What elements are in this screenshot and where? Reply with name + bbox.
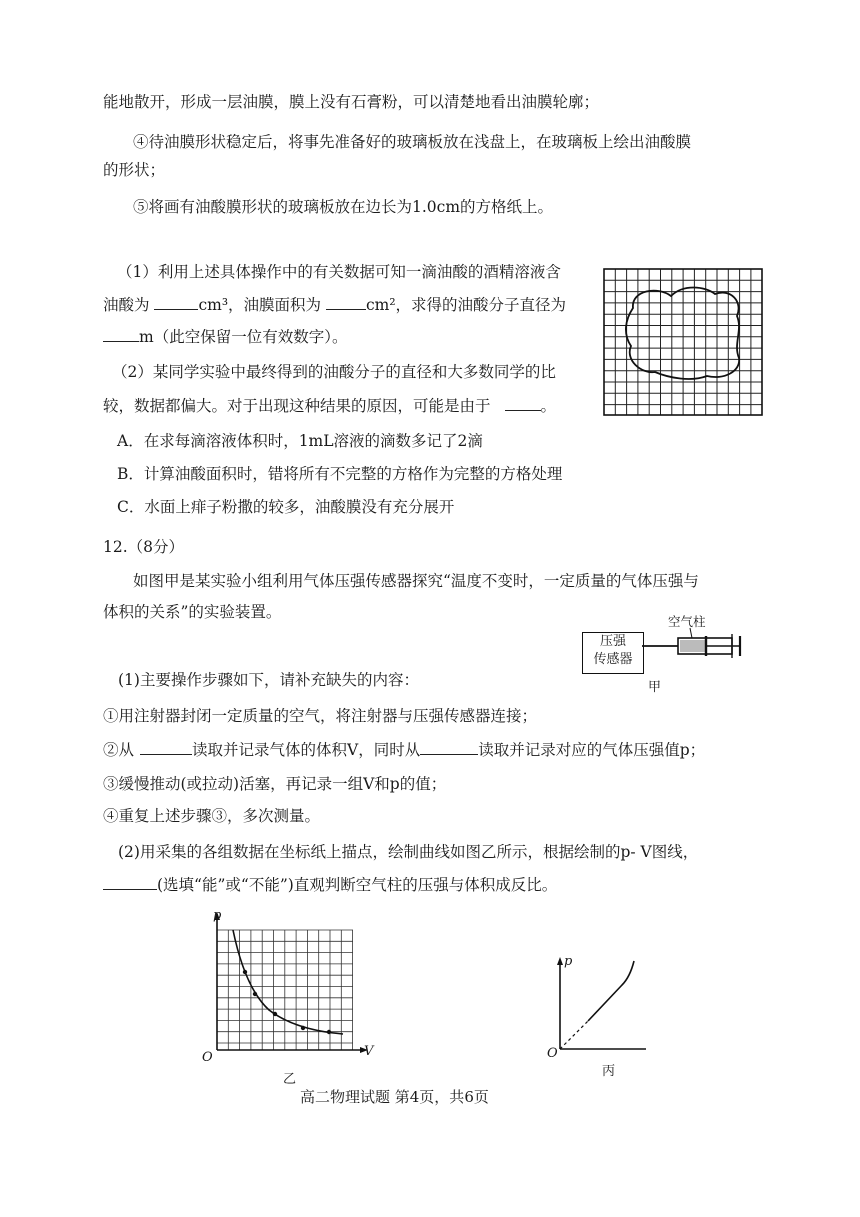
- graph-yi-p-v-curve: [205, 910, 375, 1060]
- answer-blank-can-or-cannot[interactable]: [103, 875, 157, 890]
- graph-yi-x-label: V: [364, 1044, 374, 1059]
- question-12-intro-2: 体积的关系”的实验装置。: [103, 603, 282, 621]
- air-column-label: 空气柱: [668, 614, 706, 629]
- step-3: ③缓慢推动(或拉动)活塞，再记录一组V和p的值；: [103, 775, 447, 793]
- text-line-oil-film-spread: 能地散开，形成一层油膜，膜上没有石膏粉，可以清楚地看出油膜轮廓；: [103, 93, 600, 111]
- question-2-graph-line-1: (2)用采集的各组数据在坐标纸上描点，绘制曲线如图乙所示，根据绘制的p- V图线，: [118, 843, 699, 861]
- question-2-line-2: [103, 396, 556, 416]
- step-2-part-c: 读取并记录对应的气体压强值p；: [478, 741, 706, 759]
- sensor-label-line-2: 传感器: [593, 652, 633, 667]
- question-1-line-3: [103, 327, 347, 347]
- q1-unit-cm2: cm²，求得的油酸分子直径为: [365, 296, 567, 314]
- q1-prefix: 油酸为: [103, 296, 155, 314]
- steps-intro: (1)主要操作步骤如下，请补充缺失的内容：: [118, 671, 419, 689]
- sensor-label-line-1: 压强: [599, 634, 626, 649]
- graph-bing-origin: O: [547, 1046, 558, 1061]
- step-2: [103, 740, 705, 760]
- step-2-part-a: ②从: [103, 741, 135, 759]
- answer-blank-pressure-source[interactable]: [420, 740, 478, 755]
- option-a: A．在求每滴溶液体积时，1mL溶液的滴数多记了2滴: [117, 432, 483, 450]
- graph-yi-origin: O: [202, 1050, 213, 1065]
- question-2-graph-line-2: [103, 875, 557, 895]
- answer-blank-diameter[interactable]: [103, 327, 139, 342]
- step-4-line-1: ④待油膜形状稳定后，将事先准备好的玻璃板放在浅盘上，在玻璃板上绘出油酸膜: [133, 133, 692, 151]
- oil-film-grid-figure: [603, 268, 765, 418]
- q2-end: 。: [540, 397, 557, 415]
- page-footer: 高二物理试题 第4页，共6页: [300, 1088, 489, 1106]
- q1-diameter-note: m（此空保留一位有效数字）。: [139, 328, 348, 346]
- graph-yi-caption: 乙: [283, 1072, 297, 1087]
- step-1: ①用注射器封闭一定质量的空气，将注射器与压强传感器连接；: [103, 707, 538, 725]
- graph-bing-y-label: p: [564, 954, 573, 969]
- answer-blank-area[interactable]: [326, 295, 366, 310]
- step-2-part-b: 读取并记录气体的体积V，同时从: [192, 741, 421, 759]
- question-1-line-2: [103, 295, 566, 315]
- q2-text: 较，数据都偏大。对于出现这种结果的原因，可能是由于: [103, 397, 491, 415]
- step-4: ④重复上述步骤③，多次测量。: [103, 807, 321, 825]
- graph-yi-y-label: p: [213, 908, 222, 923]
- question-2-line-1: （2）某同学实验中最终得到的油酸分子的直径和大多数同学的比: [112, 363, 556, 381]
- question-12-intro-1: 如图甲是某实验小组利用气体压强传感器探究“温度不变时，一定质量的气体压强与: [133, 572, 699, 590]
- graph-bing-p-v-line: [550, 955, 650, 1055]
- q1-unit-cm3: cm³，油膜面积为: [198, 296, 326, 314]
- answer-blank-volume-source[interactable]: [140, 740, 192, 755]
- option-b: B．计算油酸面积时，错将所有不完整的方格作为完整的方格处理: [117, 465, 563, 483]
- option-c: C．水面上痱子粉撒的较多，油酸膜没有充分展开: [117, 498, 455, 516]
- graph-bing-caption: 丙: [602, 1064, 616, 1079]
- figure-jia-caption: 甲: [648, 680, 662, 695]
- q2-graph-choice-text: (选填“能”或“不能”)直观判断空气柱的压强与体积成反比。: [157, 876, 558, 894]
- oil-film-outline: [626, 288, 739, 379]
- answer-blank-volume[interactable]: [154, 295, 198, 310]
- step-5: ⑤将画有油酸膜形状的玻璃板放在边长为1.0cm的方格纸上。: [133, 198, 554, 216]
- answer-blank-reason[interactable]: [505, 396, 541, 411]
- question-12-heading: 12.（8分）: [103, 538, 185, 556]
- question-1-line-1: （1）利用上述具体操作中的有关数据可知一滴油酸的酒精溶液含: [117, 263, 561, 281]
- step-4-line-2: 的形状；: [103, 161, 166, 179]
- pressure-sensor-box: [582, 632, 644, 674]
